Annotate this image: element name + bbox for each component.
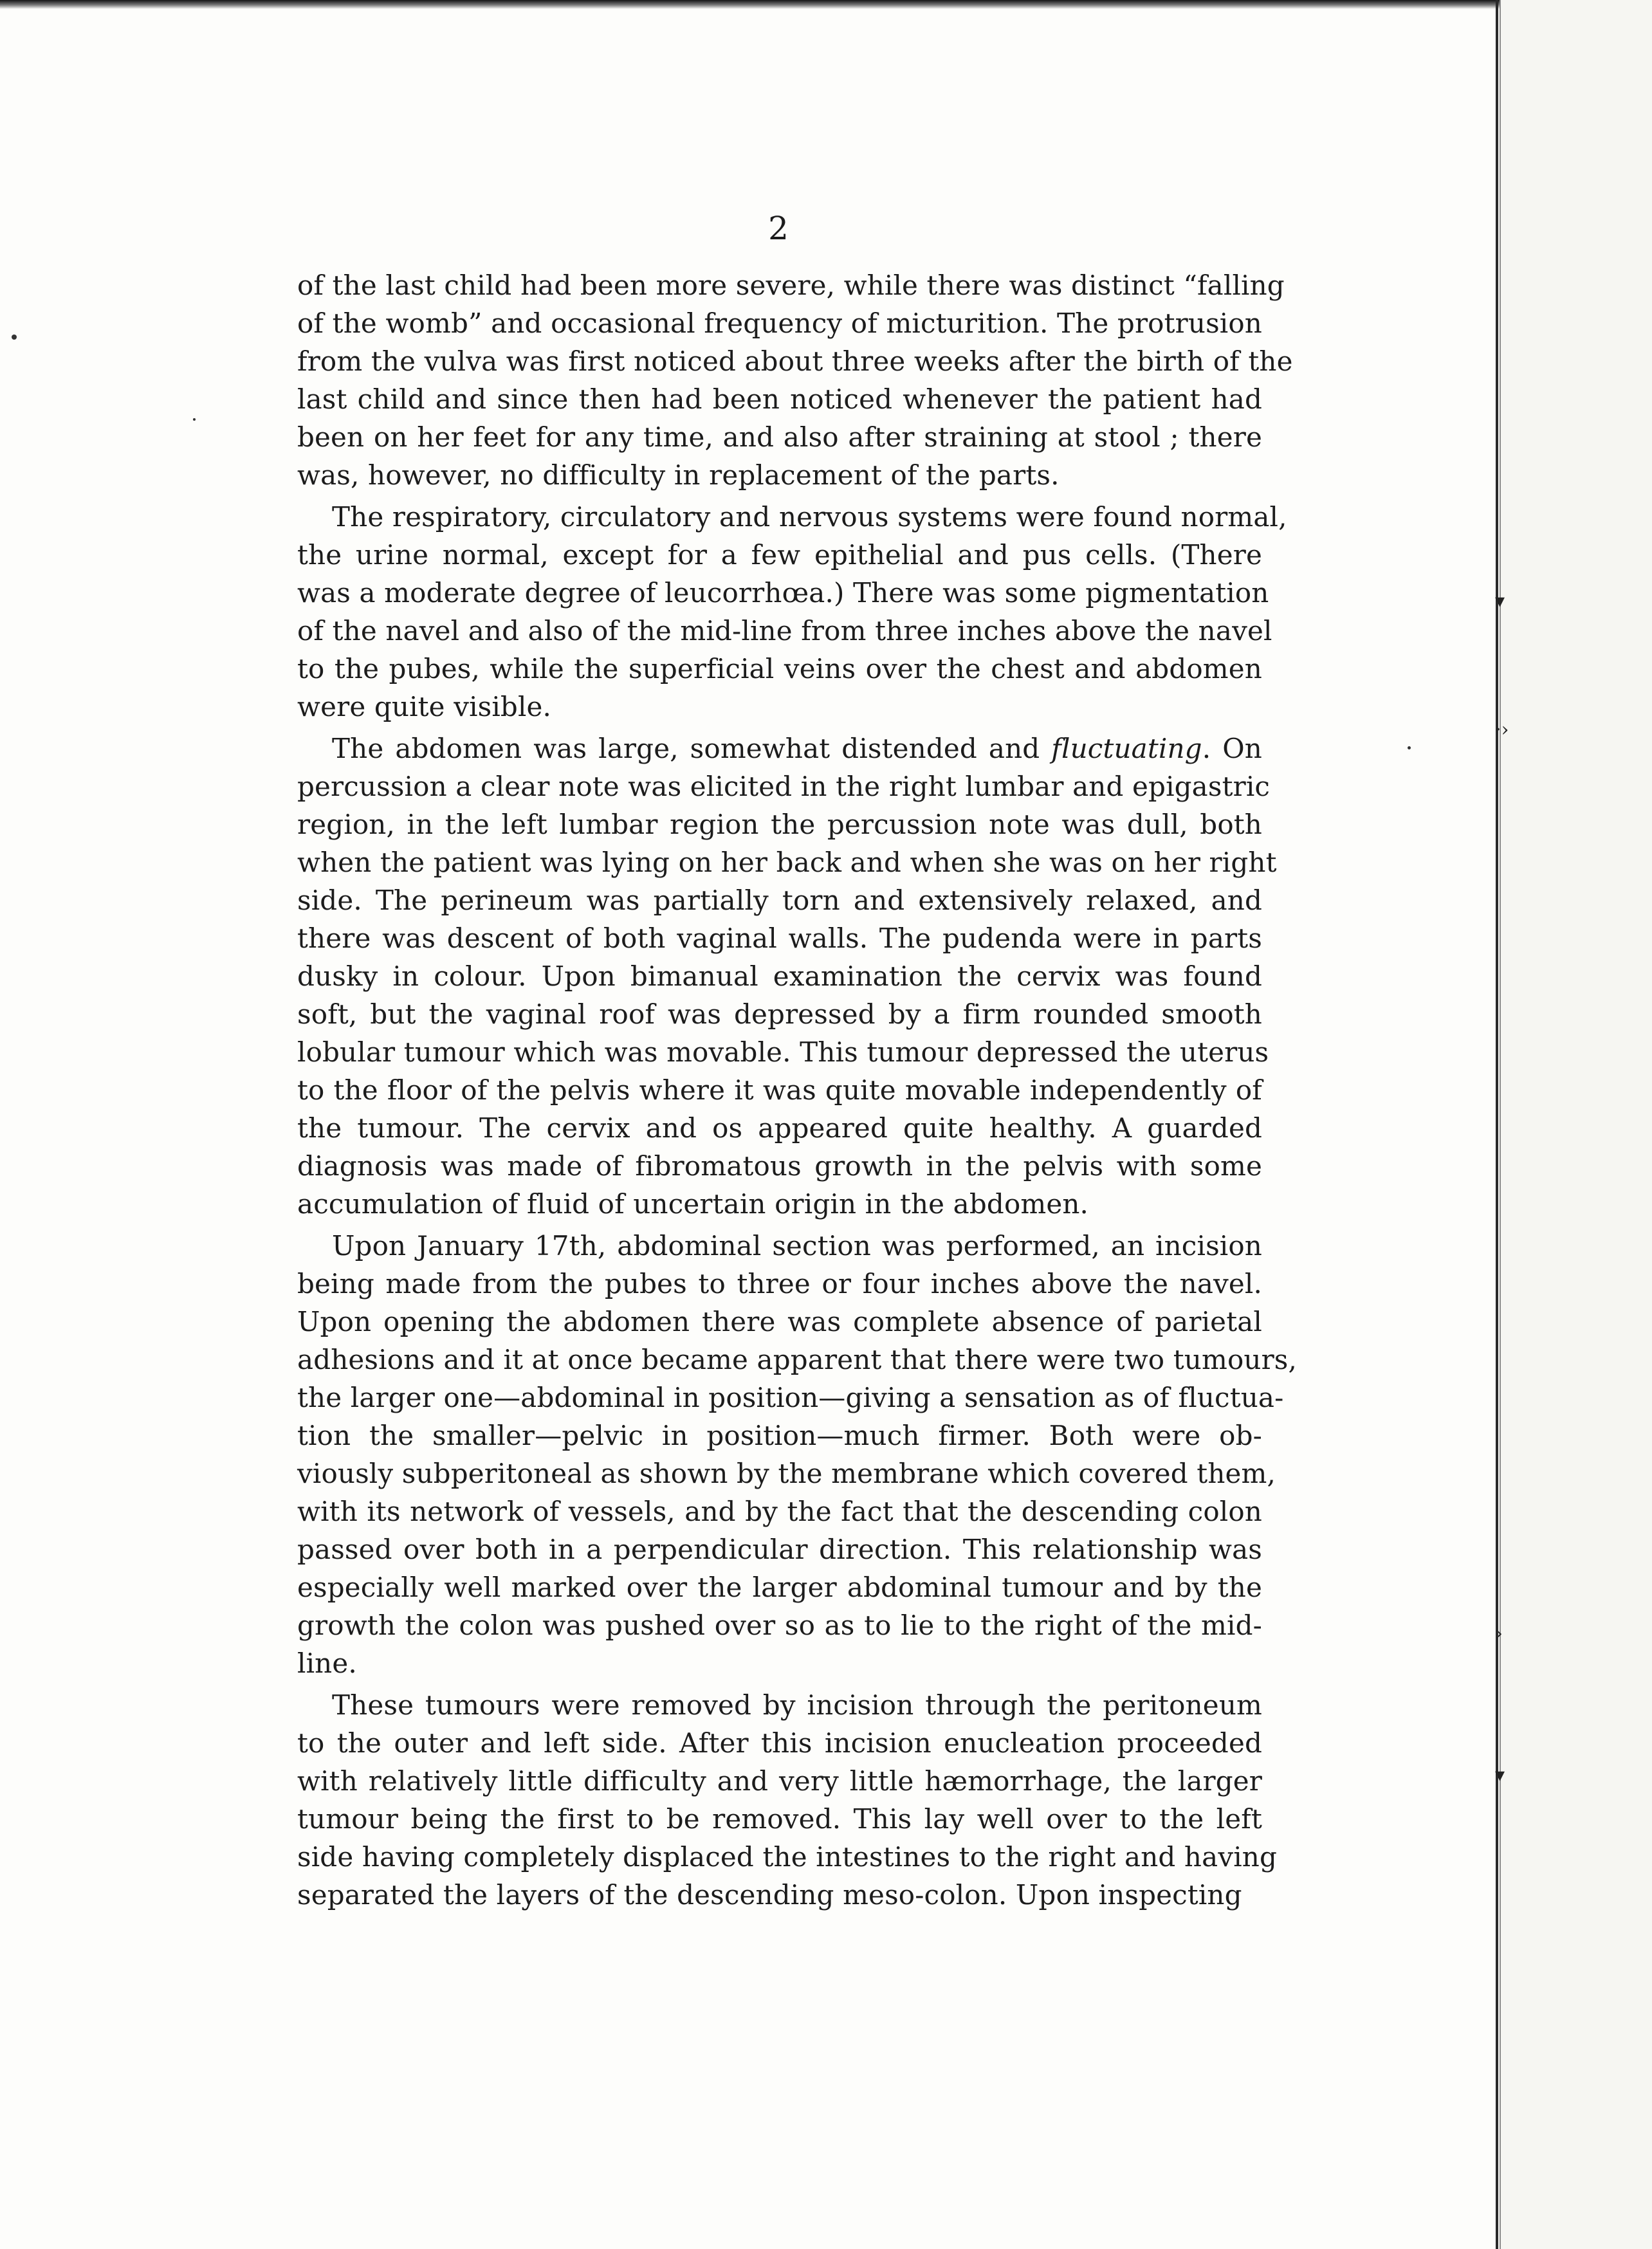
text-line: when the patient was lying on her back and when she was on her right bbox=[297, 847, 1277, 878]
edge-mark: ▾ bbox=[1495, 590, 1505, 612]
text-line: The respiratory, circulatory and nervous systems were found normal, bbox=[332, 501, 1287, 533]
paragraph bbox=[297, 1227, 1298, 1682]
adjacent-page-edge bbox=[1496, 0, 1498, 2249]
text-line: line. bbox=[297, 1648, 357, 1679]
paragraph bbox=[297, 498, 1287, 726]
text-line: last child and since then had been noticed whenever the patient had bbox=[297, 383, 1262, 415]
text-line: lobular tumour which was movable. This tumour depressed the uterus bbox=[297, 1036, 1269, 1068]
text-line: was, however, no difficulty in replacement of the parts. bbox=[297, 459, 1060, 491]
paragraph bbox=[297, 1686, 1278, 1914]
scan-top-edge bbox=[0, 0, 1652, 9]
text-line: Upon opening the abdomen there was complete absence of parietal bbox=[297, 1306, 1262, 1337]
text-line: side having completely displaced the intestines to the right and having bbox=[297, 1841, 1278, 1873]
text-line: of the womb” and occasional frequency of micturition. The protrusion bbox=[297, 308, 1262, 339]
text-line: with relatively little difficulty and very little hæmorrhage, the larger bbox=[297, 1765, 1262, 1797]
paragraph bbox=[297, 730, 1277, 1223]
document-body bbox=[297, 266, 1298, 1918]
text-line: to the floor of the pelvis where it was quite movable independently of bbox=[297, 1074, 1262, 1106]
scan-speck bbox=[1408, 746, 1411, 749]
text-line: especially well marked over the larger abdominal tumour and by the bbox=[297, 1572, 1262, 1603]
text-line: was a moderate degree of leucorrhœa.) There was some pigmentation bbox=[297, 577, 1269, 609]
edge-mark: › bbox=[1495, 1622, 1503, 1645]
text-line: Upon January 17th, abdominal section was performed, an incision bbox=[332, 1230, 1262, 1262]
text-line: These tumours were removed by incision through the peritoneum bbox=[332, 1689, 1262, 1721]
adjacent-page bbox=[1501, 0, 1652, 2249]
text-line: region, in the left lumbar region the percussion note was dull, both bbox=[297, 809, 1262, 840]
emphasized-word: fluctuating bbox=[1051, 733, 1202, 764]
text-line: to the outer and left side. After this incision enucleation proceeded bbox=[297, 1727, 1262, 1759]
text-line: were quite visible. bbox=[297, 691, 552, 722]
page-number: 2 bbox=[768, 210, 789, 247]
text-line: accumulation of fluid of uncertain origin in the abdomen. bbox=[297, 1188, 1089, 1220]
text-line: soft, but the vaginal roof was depressed by a firm rounded smooth bbox=[297, 998, 1262, 1030]
edge-mark: ▾ bbox=[1495, 1764, 1505, 1786]
text-line: percussion a clear note was elicited in the right lumbar and epigastric bbox=[297, 771, 1271, 802]
text-line: growth the colon was pushed over so as to lie to the right of the mid- bbox=[297, 1610, 1262, 1641]
text-line: from the vulva was first noticed about three weeks after the birth of the bbox=[297, 345, 1293, 377]
text-line: The abdomen was large, somewhat distended and fluctuating. On bbox=[332, 733, 1262, 764]
scan-speck bbox=[12, 335, 17, 340]
text-line: tion the smaller—pelvic in position—much firmer. Both were ob- bbox=[297, 1420, 1262, 1451]
text-line: there was descent of both vaginal walls. The pudenda were in parts bbox=[297, 923, 1262, 954]
text-line: side. The perineum was partially torn and extensively relaxed, and bbox=[297, 885, 1262, 916]
text-line: the urine normal, except for a few epithelial and pus cells. (There bbox=[297, 539, 1262, 571]
text-line: the tumour. The cervix and os appeared quite healthy. A guarded bbox=[297, 1112, 1262, 1144]
text-line: adhesions and it at once became apparent that there were two tumours, bbox=[297, 1344, 1298, 1375]
scan-speck bbox=[193, 418, 196, 421]
edge-mark: ·› bbox=[1495, 719, 1509, 741]
text-line: of the navel and also of the mid-line from three inches above the navel bbox=[297, 615, 1272, 647]
text-line: passed over both in a perpendicular direction. This relationship was bbox=[297, 1534, 1262, 1565]
paragraph bbox=[297, 266, 1293, 494]
text-line: with its network of vessels, and by the fact that the descending colon bbox=[297, 1496, 1262, 1527]
text-line: viously subperitoneal as shown by the membrane which covered them, bbox=[297, 1458, 1276, 1489]
text-line: been on her feet for any time, and also after straining at stool ; there bbox=[297, 421, 1262, 453]
text-line: being made from the pubes to three or four inches above the navel. bbox=[297, 1268, 1262, 1299]
text-line: to the pubes, while the superficial veins over the chest and abdomen bbox=[297, 653, 1262, 684]
text-line: separated the layers of the descending meso-colon. Upon inspecting bbox=[297, 1879, 1242, 1911]
text-line: dusky in colour. Upon bimanual examination the cervix was found bbox=[297, 960, 1262, 992]
text-line: the larger one—abdominal in position—giving a sensation as of fluctua- bbox=[297, 1382, 1284, 1413]
text-line: tumour being the first to be removed. This lay well over to the left bbox=[297, 1803, 1262, 1835]
text-line: diagnosis was made of fibromatous growth in the pelvis with some bbox=[297, 1150, 1262, 1182]
text-line: of the last child had been more severe, while there was distinct “falling bbox=[297, 270, 1285, 301]
